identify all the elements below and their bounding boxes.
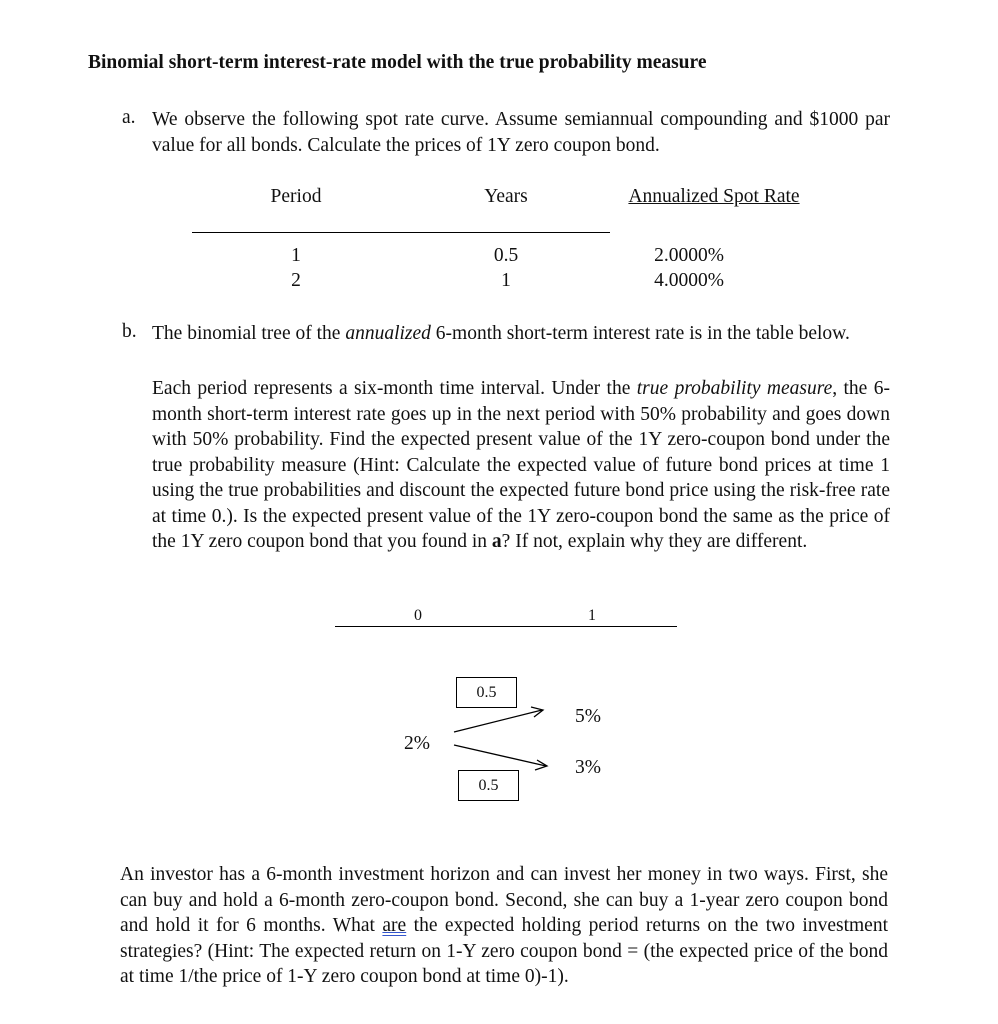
time-label-0: 0 (414, 607, 422, 624)
row-2-rate: 4.0000% (654, 270, 724, 291)
down-branch-arrow (454, 745, 547, 770)
part-a-text: We observe the following spot rate curve. Assume semiannual compounding and $1000 par value for all bonds. Calculate the prices of 1Y zero coupon bond. (152, 109, 890, 156)
row-1-period: 1 (291, 245, 301, 266)
header-period: Period (270, 186, 322, 207)
part-a-marker: a. (122, 107, 136, 128)
time-label-1: 1 (588, 607, 596, 624)
part-b-paragraph-2: Each period represents a six-month time interval. Under the true probability measure, the 6-month short-term interest rate goes up in the next period with 50% probability and goes down with 50% probability. Find the expected present value of the 1Y zero-coupon bond under the true probability measure (Hint: Calculate the expected value of future bond prices at time 1 using the true probabilities and discount the expected future bond price using the risk-free rate at time 0.). Is the expected present value of the 1Y zero-coupon bond the same as the price of the 1Y zero coupon bond that you found in a? If not, explain why they are different. (152, 378, 890, 552)
down-rate: 3% (575, 757, 601, 778)
row-1-rate: 2.0000% (654, 245, 724, 266)
row-2-years: 1 (501, 270, 511, 291)
row-1-years: 0.5 (493, 245, 519, 266)
tree-branches (440, 700, 560, 780)
page-title: Binomial short-term interest-rate model with the true probability measure (88, 52, 707, 73)
up-rate: 5% (575, 706, 601, 727)
row-2-period: 2 (291, 270, 301, 291)
up-branch-arrow (454, 707, 543, 732)
root-rate: 2% (404, 733, 430, 754)
down-probability-box: 0.5 (458, 770, 519, 801)
header-annualized-spot-rate: Annualized Spot Rate (628, 186, 800, 207)
part-b-paragraph-1: The binomial tree of the annualized 6-month short-term interest rate is in the table below. (152, 323, 850, 344)
header-years: Years (484, 186, 528, 207)
up-probability-box: 0.5 (456, 677, 517, 708)
part-b-marker: b. (122, 321, 137, 342)
time-axis-line (335, 626, 677, 627)
holding-period-question: An investor has a 6-month investment horizon and can invest her money in two ways. First, she can buy and hold a 6-month zero-coupon bond. Second, she can buy a 1-year zero coupon bond and hold it for 6 months. What are the expected holding period returns on the two investment strategies? (Hint: The expected return on 1-Y zero coupon bond = (the expected price of the bond at time 1/the price of 1-Y zero coupon bond at time 0)-1). (120, 864, 888, 987)
table-divider (192, 232, 610, 233)
